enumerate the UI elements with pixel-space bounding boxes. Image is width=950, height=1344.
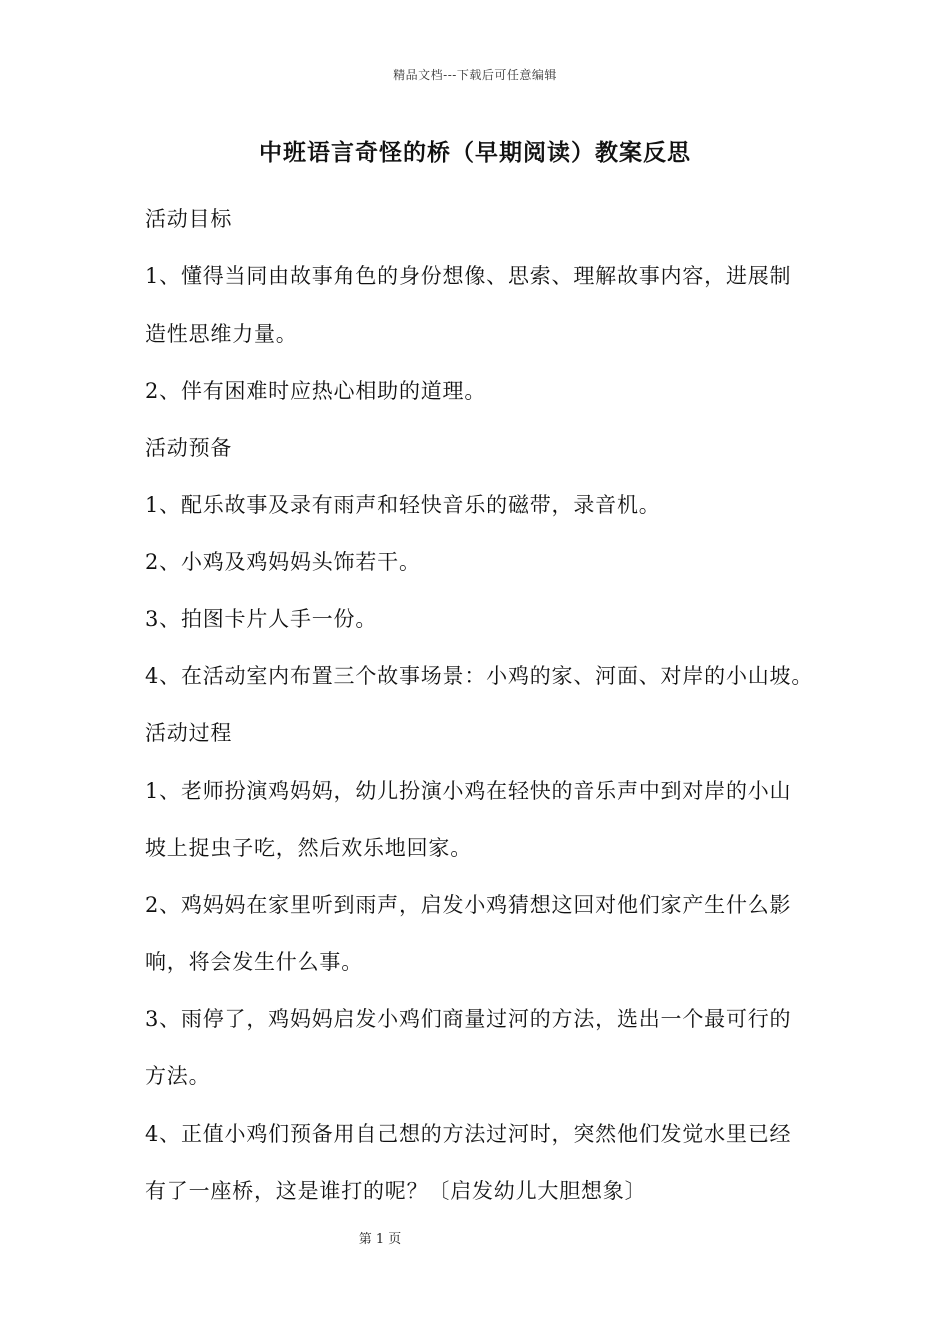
paragraph-line: 2、鸡妈妈在家里听到雨声，启发小鸡猜想这回对他们家产生什么影 — [145, 893, 792, 917]
section-heading-preparation: 活动预备 — [145, 436, 233, 460]
section-heading-goals: 活动目标 — [145, 207, 233, 231]
page-number: 第 1 页 — [358, 1232, 402, 1247]
paragraph-line: 3、雨停了，鸡妈妈启发小鸡们商量过河的方法，选出一个最可行的 — [145, 1007, 792, 1031]
paragraph-line: 3、拍图卡片人手一份。 — [145, 607, 378, 631]
paragraph-line: 造性思维力量。 — [145, 322, 298, 346]
paragraph-line: 1、配乐故事及录有雨声和轻快音乐的磁带，录音机。 — [145, 493, 661, 517]
paragraph-line: 方法。 — [145, 1064, 211, 1088]
paragraph-line: 1、懂得当同由故事角色的身份想像、思索、理解故事内容，进展制 — [145, 264, 792, 288]
paragraph-line: 坡上捉虫子吃，然后欢乐地回家。 — [145, 836, 472, 860]
paragraph-line: 响，将会发生什么事。 — [145, 950, 363, 974]
paragraph-line: 2、伴有困难时应热心相助的道理。 — [145, 379, 487, 403]
paragraph-line: 2、小鸡及鸡妈妈头饰若干。 — [145, 550, 421, 574]
section-heading-process: 活动过程 — [145, 721, 233, 745]
paragraph-line: 4、在活动室内布置三个故事场景：小鸡的家、河面、对岸的小山坡。 — [145, 664, 814, 688]
document-title: 中班语言奇怪的桥（早期阅读）教案反思 — [259, 139, 691, 166]
page-header: 精品文档---下载后可任意编辑 — [393, 68, 557, 82]
paragraph-line: 有了一座桥，这是谁打的呢？〔启发幼儿大胆想象〕 — [145, 1179, 647, 1203]
paragraph-line: 4、正值小鸡们预备用自己想的方法过河时，突然他们发觉水里已经 — [145, 1122, 792, 1146]
paragraph-line: 1、老师扮演鸡妈妈，幼儿扮演小鸡在轻快的音乐声中到对岸的小山 — [145, 779, 792, 803]
